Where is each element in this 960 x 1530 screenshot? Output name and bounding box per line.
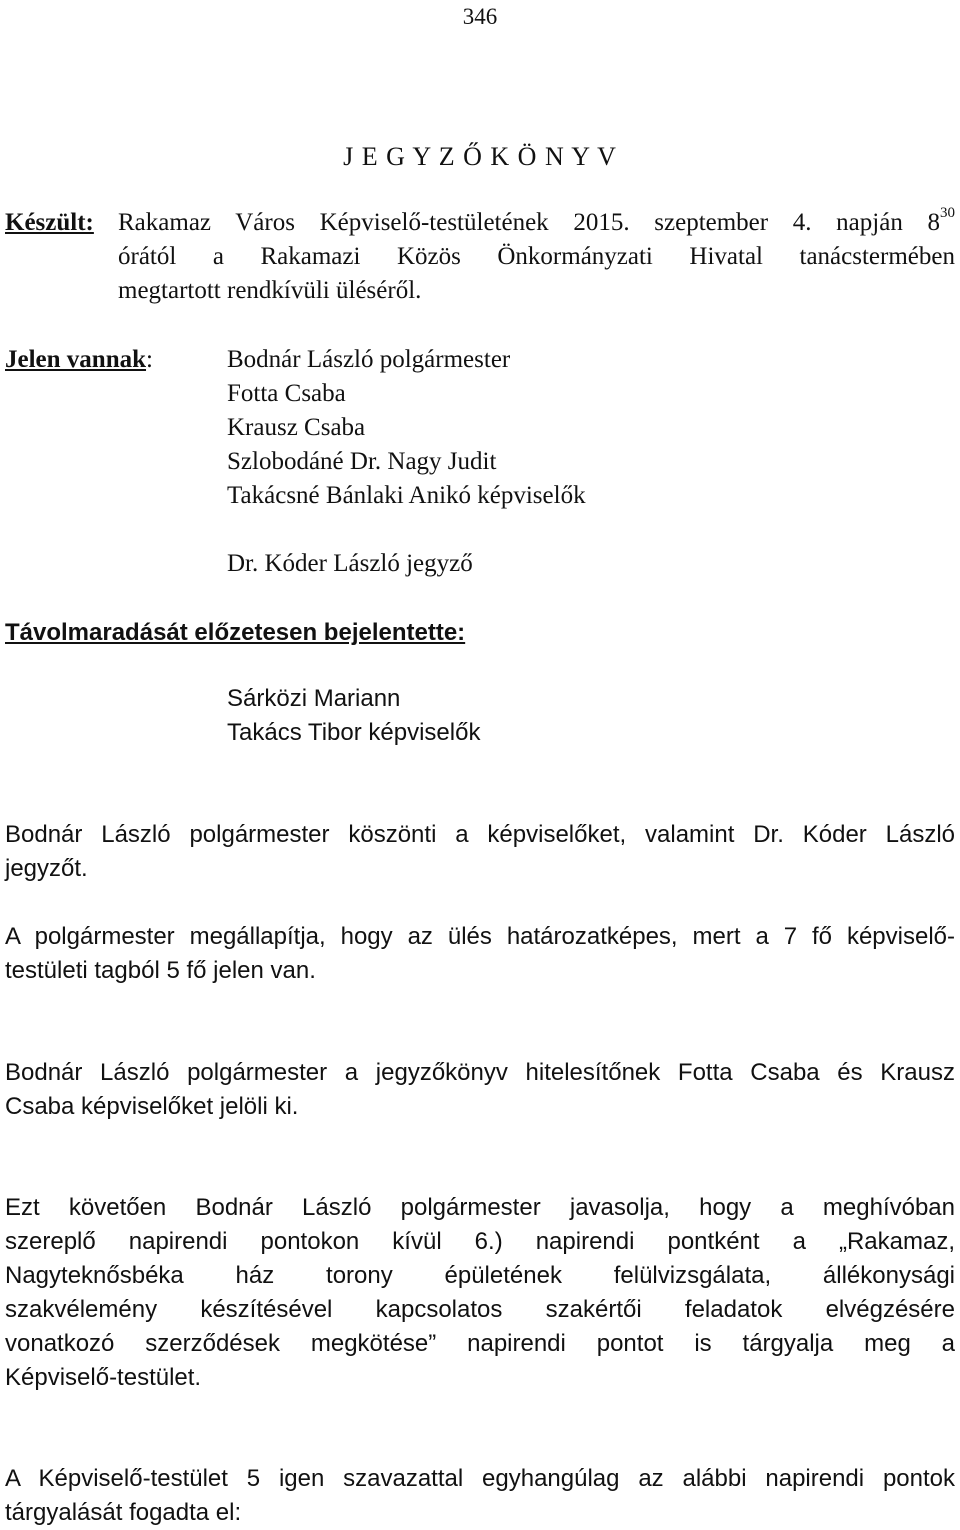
present-member: Bodnár László polgármester (227, 346, 511, 373)
vote-line-1: A Képviselő-testület 5 igen szavazattal egyhangúlag az alábbi napirendi pontok (5, 1465, 955, 1492)
keszult-time-superscript: 30 (940, 204, 955, 221)
keszult-line-1-text: Rakamaz Város Képviselő-testületének 2015. szeptember 4. napján 8 (118, 209, 940, 236)
authenticators-line-2: Csaba képviselőket jelöli ki. (5, 1093, 299, 1120)
jelen-vannak-label (5, 343, 153, 377)
jelen-vannak-label-text: Jelen vannak (5, 346, 147, 373)
authenticators-line-1: Bodnár László polgármester a jegyzőkönyv hitelesítőnek Fotta Csaba és Krausz (5, 1059, 955, 1086)
present-member: Fotta Csaba (227, 380, 346, 407)
jelen-vannak-colon: : (146, 346, 153, 373)
page-number: 346 (462, 4, 498, 29)
absent-label: Távolmaradását előzetesen bejelentette: (5, 619, 466, 646)
agenda-line-2: szereplő napirendi pontokon kívül 6.) napirendi pontként a „Rakamaz, (5, 1228, 955, 1255)
agenda-line-1: Ezt követően Bodnár László polgármester javasolja, hogy a meghívóban (5, 1194, 955, 1221)
quorum-line-1: A polgármester megállapítja, hogy az ülés határozatképes, mert a 7 fő képviselő- (5, 923, 955, 950)
keszult-line-2: órától a Rakamazi Közös Önkormányzati Hivatal tanácstermében (118, 243, 955, 270)
keszult-line-3: megtartott rendkívüli üléséről. (118, 277, 422, 304)
present-member: Takácsné Bánlaki Anikó képviselők (227, 482, 586, 509)
agenda-line-5: vonatkozó szerződések megkötése” napirendi pontot is tárgyalja meg a (5, 1330, 955, 1357)
absent-member: Takács Tibor képviselők (227, 719, 481, 746)
document-title: J E G Y Z Ő K Ö N Y V (343, 142, 617, 171)
present-member: Krausz Csaba (227, 414, 366, 441)
greeting-line-1: Bodnár László polgármester köszönti a képviselőket, valamint Dr. Kóder László (5, 821, 955, 848)
present-member: Szlobodáné Dr. Nagy Judit (227, 448, 497, 475)
agenda-line-6: Képviselő-testület. (5, 1364, 202, 1391)
keszult-label: Készült: (5, 209, 94, 236)
agenda-line-3: Nagyteknősbéka ház torony épületének felülvizsgálata, állékonysági (5, 1262, 955, 1289)
vote-line-2: tárgyalását fogadta el: (5, 1499, 242, 1526)
quorum-line-2: testületi tagból 5 fő jelen van. (5, 957, 316, 984)
greeting-line-2: jegyzőt. (5, 855, 88, 882)
agenda-line-4: szakvélemény készítésével kapcsolatos szakértői feladatok elvégzésére (5, 1296, 955, 1323)
absent-member: Sárközi Mariann (227, 685, 401, 712)
present-notary: Dr. Kóder László jegyző (227, 550, 473, 577)
keszult-line-1 (118, 206, 955, 240)
